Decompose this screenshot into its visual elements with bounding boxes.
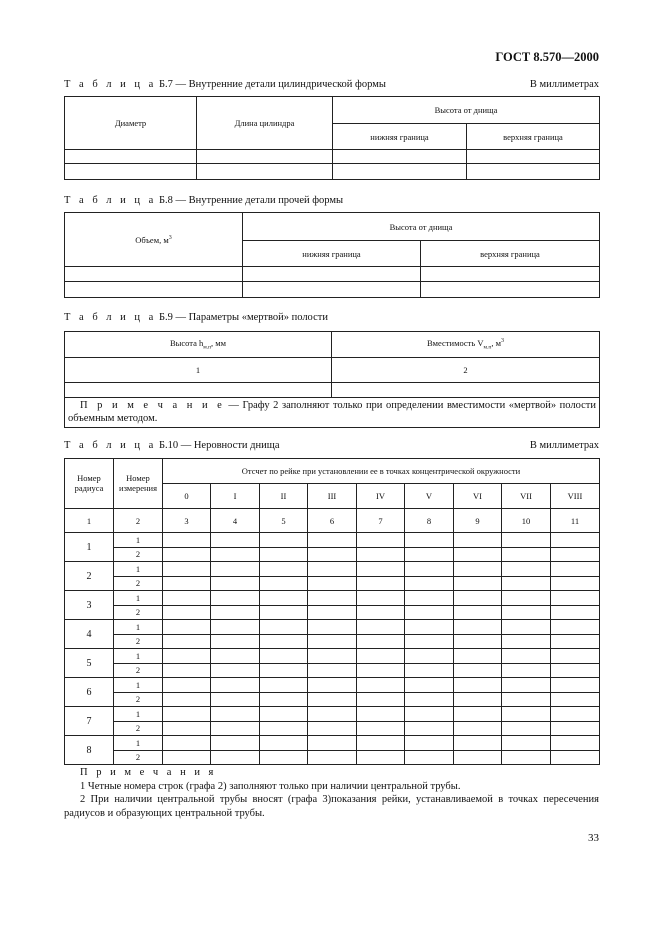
- reading-cell: [551, 591, 600, 606]
- reading-cell: [211, 692, 260, 707]
- reading-cell: [405, 562, 454, 577]
- measurement-number: 2: [114, 634, 163, 649]
- column-number: 3: [163, 509, 211, 533]
- reading-cell: [551, 663, 600, 678]
- reading-cell: [260, 678, 308, 693]
- point-header: VII: [502, 484, 551, 509]
- reading-cell: [454, 678, 502, 693]
- table-row: [65, 620, 600, 635]
- reading-cell: [163, 533, 211, 548]
- reading-cell: [211, 750, 260, 765]
- point-header: 0: [163, 484, 211, 509]
- measurement-number: 2: [114, 605, 163, 620]
- document-code: ГОСТ 8.570—2000: [495, 50, 599, 64]
- column-number: 1: [65, 358, 332, 383]
- reading-cell: [454, 736, 502, 751]
- reading-cell: [357, 692, 405, 707]
- reading-cell: [308, 750, 357, 765]
- col-radius-number: Номер радиуса: [65, 459, 114, 509]
- column-number: 2: [332, 358, 600, 383]
- table-row: [65, 150, 600, 164]
- reading-cell: [163, 736, 211, 751]
- reading-cell: [211, 605, 260, 620]
- reading-cell: [454, 721, 502, 736]
- reading-cell: [308, 605, 357, 620]
- reading-cell: [163, 707, 211, 722]
- reading-cell: [502, 547, 551, 562]
- reading-cell: [405, 547, 454, 562]
- reading-cell: [163, 649, 211, 664]
- reading-cell: [454, 576, 502, 591]
- table-row: [65, 605, 600, 620]
- reading-cell: [405, 707, 454, 722]
- reading-cell: [551, 634, 600, 649]
- reading-cell: [405, 620, 454, 635]
- reading-cell: [357, 649, 405, 664]
- reading-cell: [502, 533, 551, 548]
- reading-cell: [308, 547, 357, 562]
- measurement-number: 1: [114, 591, 163, 606]
- reading-cell: [357, 605, 405, 620]
- reading-cell: [502, 707, 551, 722]
- reading-cell: [405, 576, 454, 591]
- reading-cell: [551, 547, 600, 562]
- radius-number: 5: [65, 649, 114, 678]
- reading-cell: [163, 591, 211, 606]
- reading-cell: [308, 721, 357, 736]
- page-number: 33: [588, 832, 599, 844]
- reading-cell: [405, 750, 454, 765]
- reading-cell: [260, 620, 308, 635]
- reading-cell: [260, 649, 308, 664]
- table-row: [65, 533, 600, 548]
- reading-cell: [260, 721, 308, 736]
- reading-cell: [308, 591, 357, 606]
- reading-cell: [454, 663, 502, 678]
- reading-cell: [502, 692, 551, 707]
- measurement-number: 1: [114, 707, 163, 722]
- reading-cell: [502, 576, 551, 591]
- table-row: [65, 649, 600, 664]
- reading-cell: [551, 721, 600, 736]
- reading-cell: [502, 721, 551, 736]
- radius-number: 4: [65, 620, 114, 649]
- column-number: 9: [454, 509, 502, 533]
- table-b8-title: Б.8 — Внутренние детали прочей формы: [158, 195, 344, 206]
- reading-cell: [163, 605, 211, 620]
- point-header: IV: [357, 484, 405, 509]
- reading-cell: [308, 707, 357, 722]
- radius-number: 7: [65, 707, 114, 736]
- reading-cell: [502, 620, 551, 635]
- radius-number: 3: [65, 591, 114, 620]
- reading-cell: [260, 707, 308, 722]
- reading-cell: [260, 605, 308, 620]
- reading-cell: [211, 678, 260, 693]
- reading-cell: [357, 707, 405, 722]
- radius-number: 1: [65, 533, 114, 562]
- reading-cell: [551, 736, 600, 751]
- table-row: [65, 663, 600, 678]
- reading-cell: [551, 649, 600, 664]
- reading-cell: [357, 591, 405, 606]
- reading-cell: [211, 721, 260, 736]
- table-b10-label: Т а б л и ц а: [64, 440, 157, 451]
- reading-cell: [163, 678, 211, 693]
- radius-number: 2: [65, 562, 114, 591]
- reading-cell: [308, 533, 357, 548]
- reading-cell: [260, 736, 308, 751]
- reading-cell: [357, 750, 405, 765]
- reading-cell: [260, 663, 308, 678]
- col-dead-height: Высота $h_{м.п}$, мм: [65, 332, 332, 358]
- table-b10: [64, 458, 600, 765]
- note-2: 2 При наличии центральной трубы вносят (графа 3)показания рейки, устанавливаемой в точках пересечения радиусов и образующих центральной трубы.: [64, 794, 599, 819]
- reading-cell: [163, 663, 211, 678]
- reading-cell: [551, 533, 600, 548]
- reading-cell: [211, 634, 260, 649]
- measurement-number: 2: [114, 692, 163, 707]
- measurement-number: 2: [114, 721, 163, 736]
- reading-cell: [502, 736, 551, 751]
- point-header: VI: [454, 484, 502, 509]
- reading-cell: [405, 591, 454, 606]
- table-row: [65, 282, 600, 298]
- point-header: II: [260, 484, 308, 509]
- reading-cell: [502, 591, 551, 606]
- reading-cell: [357, 562, 405, 577]
- reading-cell: [454, 533, 502, 548]
- reading-cell: [454, 750, 502, 765]
- table-b10-units: В миллиметрах: [529, 440, 599, 451]
- column-number: 2: [114, 509, 163, 533]
- table-b8-label: Т а б л и ц а: [64, 195, 157, 206]
- reading-cell: [454, 620, 502, 635]
- table-row: [65, 634, 600, 649]
- reading-cell: [405, 649, 454, 664]
- measurement-number: 1: [114, 736, 163, 751]
- point-header: III: [308, 484, 357, 509]
- radius-number: 6: [65, 678, 114, 707]
- table-b7-title: Б.7 — Внутренние детали цилиндрической формы: [158, 79, 386, 90]
- table-b9-note: П р и м е ч а н и е — Графу 2 заполняют только при определении вместимости «мертвой» полости объемным методом.: [65, 398, 600, 428]
- reading-cell: [211, 562, 260, 577]
- reading-cell: [551, 620, 600, 635]
- reading-cell: [308, 649, 357, 664]
- measurement-number: 2: [114, 750, 163, 765]
- col-cylinder-length: Длина цилиндра: [197, 97, 333, 150]
- table-b9: [64, 331, 600, 428]
- reading-cell: [357, 533, 405, 548]
- reading-cell: [405, 533, 454, 548]
- table-b9-caption: [64, 312, 328, 323]
- table-row: [65, 750, 600, 765]
- reading-cell: [163, 562, 211, 577]
- reading-cell: [260, 634, 308, 649]
- reading-cell: [211, 736, 260, 751]
- reading-cell: [260, 533, 308, 548]
- reading-cell: [163, 576, 211, 591]
- reading-cell: [211, 707, 260, 722]
- table-row: [65, 576, 600, 591]
- column-number: 6: [308, 509, 357, 533]
- table-b10-caption: [64, 440, 280, 451]
- point-header: VIII: [551, 484, 600, 509]
- table-row: [65, 164, 600, 180]
- reading-cell: [551, 576, 600, 591]
- measurement-number: 1: [114, 620, 163, 635]
- reading-cell: [502, 678, 551, 693]
- reading-cell: [502, 634, 551, 649]
- reading-cell: [405, 736, 454, 751]
- reading-cell: [211, 663, 260, 678]
- table-b9-title: Б.9 — Параметры «мертвой» полости: [158, 312, 328, 323]
- measurement-number: 2: [114, 547, 163, 562]
- col-lower-bound: нижняя граница: [243, 241, 421, 267]
- reading-cell: [308, 692, 357, 707]
- table-b8-caption: [64, 195, 343, 206]
- measurement-number: 1: [114, 562, 163, 577]
- reading-cell: [357, 721, 405, 736]
- table-b7-label: Т а б л и ц а: [64, 79, 157, 90]
- column-number: 10: [502, 509, 551, 533]
- col-volume: Объем, $м^3$: [65, 213, 243, 267]
- reading-cell: [308, 562, 357, 577]
- reading-cell: [357, 678, 405, 693]
- reading-cell: [357, 663, 405, 678]
- col-height-from-bottom: Высота от днища: [333, 97, 600, 124]
- table-row: [65, 267, 600, 282]
- table-row: [65, 707, 600, 722]
- reading-cell: [163, 750, 211, 765]
- table-row: [65, 547, 600, 562]
- reading-cell: [454, 692, 502, 707]
- col-dead-capacity: Вместимость $V_{м.п}$, $м^3$: [332, 332, 600, 358]
- measurement-number: 1: [114, 678, 163, 693]
- reading-cell: [211, 576, 260, 591]
- reading-cell: [163, 721, 211, 736]
- table-b7: [64, 96, 600, 180]
- table-row: [65, 692, 600, 707]
- reading-cell: [308, 678, 357, 693]
- reading-cell: [551, 750, 600, 765]
- reading-cell: [260, 576, 308, 591]
- reading-cell: [454, 707, 502, 722]
- column-number: 7: [357, 509, 405, 533]
- col-reading: Отсчет по рейке при установлении ее в точках концентрической окружности: [163, 459, 600, 484]
- table-row: [65, 678, 600, 693]
- reading-cell: [502, 663, 551, 678]
- point-header: V: [405, 484, 454, 509]
- reading-cell: [260, 562, 308, 577]
- col-upper-bound: верхняя граница: [467, 124, 600, 150]
- reading-cell: [502, 562, 551, 577]
- reading-cell: [551, 678, 600, 693]
- reading-cell: [405, 721, 454, 736]
- reading-cell: [357, 620, 405, 635]
- reading-cell: [454, 591, 502, 606]
- reading-cell: [211, 591, 260, 606]
- reading-cell: [454, 605, 502, 620]
- reading-cell: [405, 663, 454, 678]
- table-b9-label: Т а б л и ц а: [64, 312, 157, 323]
- reading-cell: [502, 649, 551, 664]
- reading-cell: [163, 634, 211, 649]
- measurement-number: 2: [114, 576, 163, 591]
- notes-block: [64, 766, 599, 821]
- reading-cell: [260, 750, 308, 765]
- reading-cell: [454, 634, 502, 649]
- notes-title: П р и м е ч а н и я: [80, 767, 217, 778]
- col-upper-bound: верхняя граница: [421, 241, 600, 267]
- column-number: 4: [211, 509, 260, 533]
- reading-cell: [454, 547, 502, 562]
- reading-cell: [551, 692, 600, 707]
- table-row: [65, 721, 600, 736]
- reading-cell: [163, 620, 211, 635]
- reading-cell: [405, 678, 454, 693]
- reading-cell: [357, 547, 405, 562]
- reading-cell: [454, 562, 502, 577]
- col-lower-bound: нижняя граница: [333, 124, 467, 150]
- table-b8: [64, 212, 600, 298]
- note-1: 1 Четные номера строк (графа 2) заполняют только при наличии центральной трубы.: [80, 780, 461, 792]
- reading-cell: [211, 547, 260, 562]
- table-row: [65, 591, 600, 606]
- measurement-number: 2: [114, 663, 163, 678]
- measurement-number: 1: [114, 533, 163, 548]
- column-number: 1: [65, 509, 114, 533]
- reading-cell: [454, 649, 502, 664]
- reading-cell: [211, 649, 260, 664]
- radius-number: 8: [65, 736, 114, 765]
- reading-cell: [405, 634, 454, 649]
- reading-cell: [260, 692, 308, 707]
- reading-cell: [357, 736, 405, 751]
- reading-cell: [308, 576, 357, 591]
- measurement-number: 1: [114, 649, 163, 664]
- reading-cell: [405, 692, 454, 707]
- col-diameter: Диаметр: [65, 97, 197, 150]
- reading-cell: [308, 736, 357, 751]
- reading-cell: [405, 605, 454, 620]
- table-b10-title: Б.10 — Неровности днища: [158, 440, 280, 451]
- reading-cell: [357, 576, 405, 591]
- table-b7-caption: [64, 79, 386, 90]
- col-height-from-bottom: Высота от днища: [243, 213, 600, 241]
- reading-cell: [357, 634, 405, 649]
- col-measurement-number: Номер измерения: [114, 459, 163, 509]
- reading-cell: [211, 533, 260, 548]
- column-number: 8: [405, 509, 454, 533]
- reading-cell: [551, 562, 600, 577]
- reading-cell: [260, 591, 308, 606]
- reading-cell: [551, 707, 600, 722]
- reading-cell: [308, 620, 357, 635]
- reading-cell: [308, 634, 357, 649]
- column-number: 5: [260, 509, 308, 533]
- table-row: [65, 383, 600, 398]
- reading-cell: [502, 750, 551, 765]
- table-b7-units: В миллиметрах: [529, 79, 599, 90]
- reading-cell: [551, 605, 600, 620]
- reading-cell: [163, 547, 211, 562]
- point-header: I: [211, 484, 260, 509]
- table-row: [65, 562, 600, 577]
- reading-cell: [211, 620, 260, 635]
- reading-cell: [260, 547, 308, 562]
- reading-cell: [163, 692, 211, 707]
- reading-cell: [308, 663, 357, 678]
- column-number: 11: [551, 509, 600, 533]
- table-row: [65, 736, 600, 751]
- reading-cell: [502, 605, 551, 620]
